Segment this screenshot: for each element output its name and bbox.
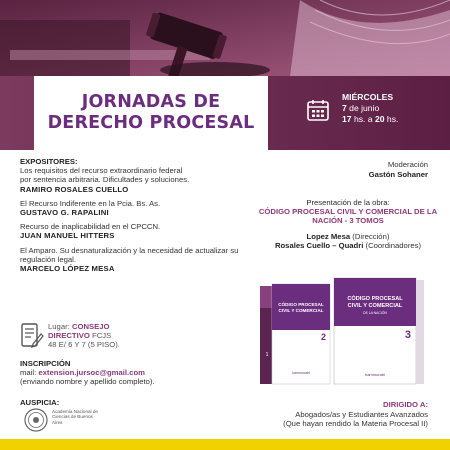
- obra-presentation: [258, 198, 438, 250]
- event-date: [342, 92, 398, 125]
- calendar-icon: [306, 98, 330, 122]
- talk-topic: Recurso de inaplicabilidad en el CPCCN.: [20, 222, 161, 232]
- talk-topic: El Recurso Indiferente en la Pcia. Bs. As.: [20, 198, 161, 208]
- talk-speaker: GUSTAVO G. RAPALINI: [20, 208, 109, 218]
- lugar-place-2: DIRECTIVO: [48, 331, 90, 341]
- moderacion-name: Gastón Sohaner: [368, 170, 428, 179]
- title-box: [34, 76, 268, 150]
- inscripcion-note: (enviando nombre y apellido completo).: [20, 377, 155, 387]
- title-line-2: DERECHO PROCESAL: [47, 113, 255, 133]
- time-start: 17: [342, 114, 352, 124]
- date-day: 7: [342, 103, 347, 113]
- book2-title-1: CÓDIGO PROCESAL: [278, 302, 324, 307]
- academia-seal-icon: [24, 408, 48, 432]
- footer-bar: [0, 439, 450, 450]
- date-month: de junio: [346, 103, 380, 113]
- talk-4: [20, 246, 270, 274]
- lugar-place: CONSEJO: [71, 322, 110, 331]
- obra-authors: [258, 232, 438, 250]
- book2-publisher: hammurabi: [292, 371, 310, 375]
- book-covers-image: [256, 276, 432, 388]
- author-direccion: Lopez Mesa: [306, 231, 351, 241]
- lugar-address: 48 E/ 6 Y 7 (5 PISO).: [48, 340, 120, 350]
- email-link[interactable]: extension.jursoc@gmail.com: [38, 368, 145, 378]
- mail-label: mail:: [20, 368, 39, 378]
- talk-3: [20, 222, 270, 240]
- book3-title-1: CÓDIGO PROCESAL: [347, 296, 403, 302]
- talk-2: [20, 199, 270, 217]
- moderacion: [369, 160, 428, 180]
- book3-title-2: CIVIL Y COMERCIAL: [347, 303, 403, 309]
- inscripcion-section: [20, 359, 155, 387]
- talk-1: [20, 166, 270, 194]
- talk-speaker: RAMIRO ROSALES CUELLO: [20, 184, 129, 194]
- date-weekday: MIÉRCOLES: [342, 92, 394, 102]
- obra-title: CÓDIGO PROCESAL CIVIL Y COMERCIAL DE LA NACIÓN - 3 TOMOS: [258, 207, 438, 226]
- time-separator: hs. a: [351, 114, 375, 124]
- book2-title-2: CIVIL Y COMERCIAL: [278, 308, 324, 313]
- time-end: 20: [374, 114, 385, 124]
- book-volume-2: 2: [320, 332, 326, 342]
- hero-photo: [0, 0, 450, 76]
- dirigido-line-2: (Que hayan rendido la Materia Procesal II): [283, 419, 428, 429]
- title-line-1: JORNADAS DE: [81, 92, 221, 112]
- book-volume-1: 1: [265, 352, 269, 358]
- talk-topic: El Amparo. Su desnaturalización y la necesidad de actualizar su regulación legal.: [20, 245, 239, 264]
- role-coordinadores: (Coordinadores): [363, 240, 422, 250]
- dirigido-line-1: Abogados/as y Estudiantes Avanzados: [295, 409, 428, 419]
- page-title: [48, 92, 255, 134]
- academia-name: Academia Nacional de Ciencias de Buenos Aires: [52, 409, 98, 425]
- expositores-label: EXPOSITORES:: [20, 157, 78, 166]
- moderacion-label: Moderación: [387, 160, 428, 169]
- book-volume-3: 3: [404, 329, 411, 341]
- expositores-section: [20, 157, 270, 278]
- auspicia-label: AUSPICIA:: [20, 398, 60, 407]
- book3-publisher: hammurabi: [364, 372, 386, 377]
- dirigido-label: DIRIGIDO A:: [383, 400, 428, 409]
- talk-topic: Los requisitos del recurso extraordinario federal por sentencia arbitraria. Dificultades y soluciones.: [20, 166, 190, 185]
- time-suffix: hs.: [384, 114, 399, 124]
- lugar-place-3: FCJS: [89, 331, 112, 341]
- role-direccion: (Dirección): [350, 231, 390, 241]
- talk-speaker: JUAN MANUEL HITTERS: [20, 231, 115, 241]
- inscripcion-label: INSCRIPCIÓN: [20, 359, 71, 368]
- lugar-label: Lugar:: [48, 322, 72, 331]
- document-pen-icon: [20, 322, 44, 350]
- talk-speaker: MARCELO LÓPEZ MESA: [20, 264, 115, 274]
- lugar-section: [48, 322, 120, 350]
- obra-intro: Presentación de la obra:: [306, 198, 390, 207]
- author-coordinadores: Rosales Cuello – Quadri: [274, 240, 364, 250]
- book3-subtitle: DE LA NACIÓN: [363, 311, 387, 315]
- dirigido-section: [283, 400, 428, 429]
